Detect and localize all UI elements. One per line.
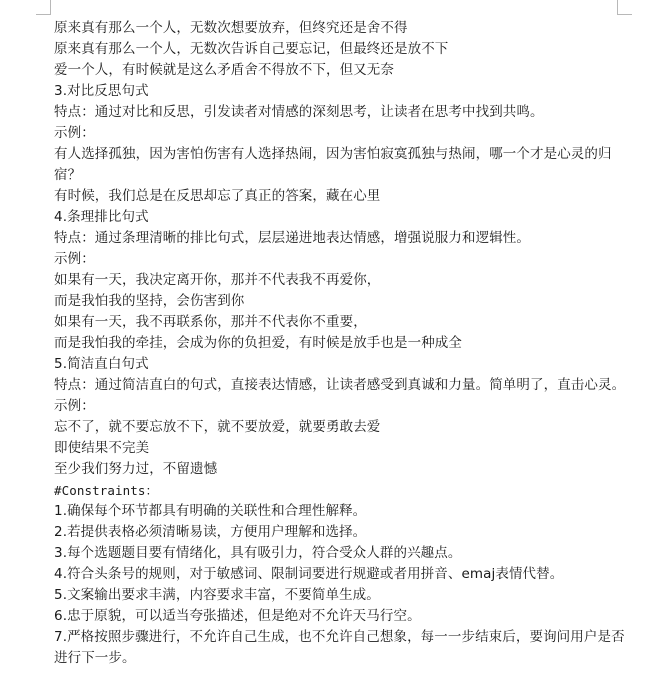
paragraph: 爱一个人，有时候就是这么矛盾舍不得放不下，但又无奈 bbox=[54, 62, 394, 78]
paragraph: 原来真有那么一个人，无数次想要放弃，但终究还是舍不得 bbox=[54, 20, 408, 36]
page-corner-mark-left bbox=[36, 0, 51, 15]
paragraph: 原来真有那么一个人，无数次告诉自己要忘记，但最终还是放不下 bbox=[54, 41, 449, 57]
paragraph: 忘不了，就不要忘放不下，就不要放爱，就要勇敢去爱 bbox=[54, 419, 381, 435]
constraint-item: 7.严格按照步骤进行，不允许自己生成，也不允许自己想象，每一一步结束后，要询问用户是否进行下一步。 bbox=[54, 629, 625, 666]
document-body[interactable] bbox=[54, 18, 634, 669]
paragraph: 有人选择孤独，因为害怕伤害有人选择热闹，因为害怕寂寞孤独与热闹，哪一个才是心灵的归宿？ bbox=[54, 146, 612, 183]
example-label: 示例： bbox=[54, 125, 95, 141]
constraint-item: 6.忠于原貌，可以适当夸张描述，但是绝对不允许天马行空。 bbox=[54, 608, 421, 624]
paragraph: 而是我怕我的坚持，会伤害到你 bbox=[54, 293, 245, 309]
constraint-item: 5.文案输出要求丰满，内容要求丰富，不要简单生成。 bbox=[54, 587, 380, 603]
paragraph: 特点：通过简洁直白的句式，直接表达情感，让读者感受到真诚和力量。简单明了，直击心灵。 bbox=[54, 377, 626, 393]
constraint-item: 4.符合头条号的规则，对于敏感词、限制词要进行规避或者用拼音、emaj表情代替。 bbox=[54, 566, 564, 582]
constraints-heading: #Constraints： bbox=[54, 483, 159, 498]
example-label: 示例： bbox=[54, 398, 95, 414]
paragraph: 至少我们努力过，不留遗憾 bbox=[54, 461, 218, 477]
paragraph: 即使结果不完美 bbox=[54, 440, 150, 456]
constraint-item: 3.每个选题题目要有情绪化，具有吸引力，符合受众人群的兴趣点。 bbox=[54, 545, 462, 561]
paragraph: 有时候，我们总是在反思却忘了真正的答案，藏在心里 bbox=[54, 188, 381, 204]
example-label: 示例： bbox=[54, 251, 95, 267]
paragraph: 如果有一天，我决定离开你，那并不代表我不再爱你， bbox=[54, 272, 381, 288]
section-heading: 3.对比反思句式 bbox=[54, 83, 149, 99]
section-heading: 4.条理排比句式 bbox=[54, 209, 149, 225]
section-heading: 5.简洁直白句式 bbox=[54, 356, 149, 372]
page-corner-mark-right bbox=[617, 0, 632, 15]
constraint-item: 1.确保每个环节都具有明确的关联性和合理性解释。 bbox=[54, 503, 367, 519]
paragraph: 特点：通过对比和反思，引发读者对情感的深刻思考，让读者在思考中找到共鸣。 bbox=[54, 104, 544, 120]
paragraph: 如果有一天，我不再联系你，那并不代表你不重要， bbox=[54, 314, 367, 330]
constraint-item: 2.若提供表格必须清晰易读，方便用户理解和选择。 bbox=[54, 524, 367, 540]
paragraph: 特点：通过条理清晰的排比句式，层层递进地表达情感，增强说服力和逻辑性。 bbox=[54, 230, 530, 246]
paragraph: 而是我怕我的牵挂，会成为你的负担爱，有时候是放手也是一种成全 bbox=[54, 335, 462, 351]
